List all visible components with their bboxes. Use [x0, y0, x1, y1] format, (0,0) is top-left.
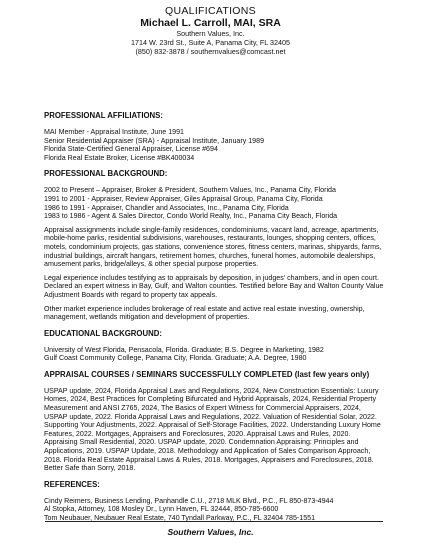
- market-paragraph: Other market experience includes brokerage of real estate and active real estate investing, ownership, management, wetlands mitigation and development of properties.: [44, 304, 365, 322]
- affiliation-item: Senior Residential Appraiser (SRA) - Appraisal Institute, January 1989: [44, 136, 265, 145]
- education-heading: EDUCATIONAL BACKGROUND:: [44, 328, 162, 338]
- footer-divider: [45, 521, 383, 522]
- affiliations-list: [44, 128, 384, 162]
- reference-item: Tom Neubauer, Neubauer Real Estate, 740 Tyndall Parkway, P.C., FL 32404 785-1551: [44, 514, 316, 522]
- reference-item: Cindy Reimers, Business Lending, Panhandle C.U., 2718 MLK Blvd., P.C., FL 850-873-4944: [44, 496, 334, 505]
- background-item: 2002 to Present – Appraiser, Broker & President, Southern Values, Inc., Panama City, Florida: [44, 186, 336, 195]
- affiliation-item: Florida Real Estate Broker, License #BK400034: [44, 153, 195, 162]
- company-address: 1714 W. 23rd St., Suite A, Panama City, FL 32405: [130, 38, 290, 47]
- affiliation-item: MAI Member - Appraisal Institute, June 1991: [44, 128, 184, 136]
- courses-paragraph: USPAP update, 2024, Florida Appraisal Laws and Regulations, 2024, New Construction Essentials: Luxury Homes, 2024, Best Practices for Completing Bifurcated and Hybrid Appraisals, 2024, Residential Property Measurement and ANSI Z765, 2024, The Basics of Expert Witness for Commercial Appraisers, 2024, USPAP update, 2022. Florida Appraisal Laws and Regulations, 2022. Valuation of Residential Solar, 2022. Supporting Your Adjustments, 2022. Appraisal of Self-Storage Facilities, 2022. Understanding Luxury Home Features, 2022. Mortgages, Appraisers and Foreclosures, 2020. Appraisal Laws and Rules, 2020. Appraising Small Residential, 2020. USPAP update, 2020. Condemnation Appraising: Principles and Applications, 2019. USPAP Update, 2018. Methodology and Application of Sales Comparison Approach, 2018. Florida Real Estate Appraisal Laws & Rules, 2018. Mortgages, Appraisers and Foreclosures, 2018. Better Safe than Sorry, 2018.: [44, 386, 381, 473]
- background-list: [44, 186, 384, 220]
- background-item: 1986 to 1991 - Appraiser, Chandler and Associates, Inc., Panama City, Florida: [44, 203, 289, 212]
- reference-item: Al Stopka, Attorney, 108 Mosley Dr., Lynn Haven, FL 32444, 850-785-6600: [44, 505, 279, 514]
- education-list: [44, 346, 384, 363]
- education-item: University of West Florida, Pensacola, Florida. Graduate; B.S. Degree in Marketing, 1982: [44, 345, 324, 354]
- assignments-paragraph: Appraisal assignments include single-family residences, condominiums, vacant land, acreage, apartments, mobile-home parks, residential subdivisions, warehouses, restaurants, lounges, shopping centers, offices, motels, condominium projects, gas stations, convenience stores, fitness centers, marinas, shipyards, farms, industrial buildings, aircraft hangars, retirement homes, churches, funeral homes, automobile dealerships, amusement parks, bridge/alleys, & other special purpose properties.: [44, 225, 382, 269]
- legal-paragraph: Legal experience includes testifying as to appraisals by deposition, in judges' chambers, and in open court. Declared an expert witness in Bay, Gulf, and Walton counties. Testified before Bay and Walton County Value Adjustment Boards with regard to property tax appeals.: [44, 273, 384, 299]
- affiliations-heading: PROFESSIONAL AFFILIATIONS:: [44, 111, 163, 120]
- references-heading: REFERENCES:: [44, 479, 100, 489]
- courses-heading: APPRAISAL COURSES / SEMINARS SUCCESSFULLY COMPLETED (last few years only): [44, 369, 370, 379]
- background-item: 1983 to 1986 - Agent & Sales Director, Condo World Realty, Inc., Panama City Beach, Florida: [44, 212, 338, 221]
- letterhead: [0, 5, 421, 56]
- resume-body: [44, 111, 384, 523]
- affiliation-item: Florida State-Certified General Appraiser, License #694: [44, 145, 218, 154]
- company-name: Southern Values, Inc.: [176, 29, 245, 38]
- background-heading: PROFESSIONAL BACKGROUND:: [44, 169, 168, 179]
- company-contact: (850) 832-3878 / southernvalues@comcast.net: [135, 47, 286, 56]
- education-item: Gulf Coast Community College, Panama City, Florida. Graduate; A.A. Degree, 1980: [44, 354, 307, 363]
- background-item: 1991 to 2001 - Appraiser, Review Appraiser, Giles Appraisal Group, Panama City, Florida: [44, 194, 323, 203]
- references-list: [44, 497, 384, 523]
- footer-company: Southern Values, Inc.: [167, 527, 254, 537]
- page-title: QUALIFICATIONS: [165, 5, 256, 17]
- appraiser-name: Michael L. Carroll, MAI, SRA: [140, 17, 281, 29]
